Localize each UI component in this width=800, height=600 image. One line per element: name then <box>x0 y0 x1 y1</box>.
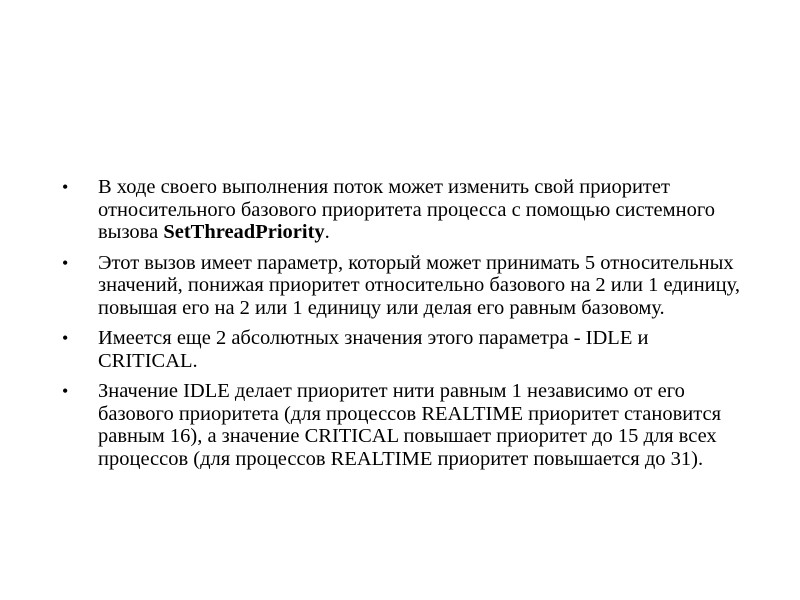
bullet-text: Значение IDLE делает приоритет нити равным 1 независимо от его базового приоритета (для процессов REALTIME приоритет становится равным 16), а значение CRITICAL повышает приоритет до 15 для всех процессов (для процессов REALTIME приоритет повышается до 31). <box>98 380 721 470</box>
bullet-item-absolute-values <box>62 327 752 372</box>
bullet-item-idle-critical <box>62 380 752 470</box>
bullet-list <box>62 176 752 478</box>
bullet-marker: • <box>62 252 69 273</box>
bullet-marker: • <box>62 177 69 197</box>
bullet-text: Этот вызов имеет параметр, который может принимать 5 относительных значений, понижая приоритет относительно базового на 2 или 1 единицу, повышая его на 2 или 1 единицу или делая его равным базовому. <box>98 251 740 319</box>
function-name: SetThreadPriority <box>163 221 325 243</box>
bullet-marker: • <box>62 381 69 401</box>
bullet-text: Имеется еще 2 абсолютных значения этого параметра - IDLE и CRITICAL. <box>98 327 649 372</box>
bullet-text-end: . <box>324 221 330 243</box>
bullet-item-parameter <box>62 252 752 320</box>
bullet-item-setthreadpriority <box>62 176 752 244</box>
bullet-marker: • <box>62 328 69 348</box>
bullet-text: В ходе своего выполнения поток может изменить свой приоритет относительного базового приоритета процесса с помощью системного вызова <box>98 176 715 243</box>
